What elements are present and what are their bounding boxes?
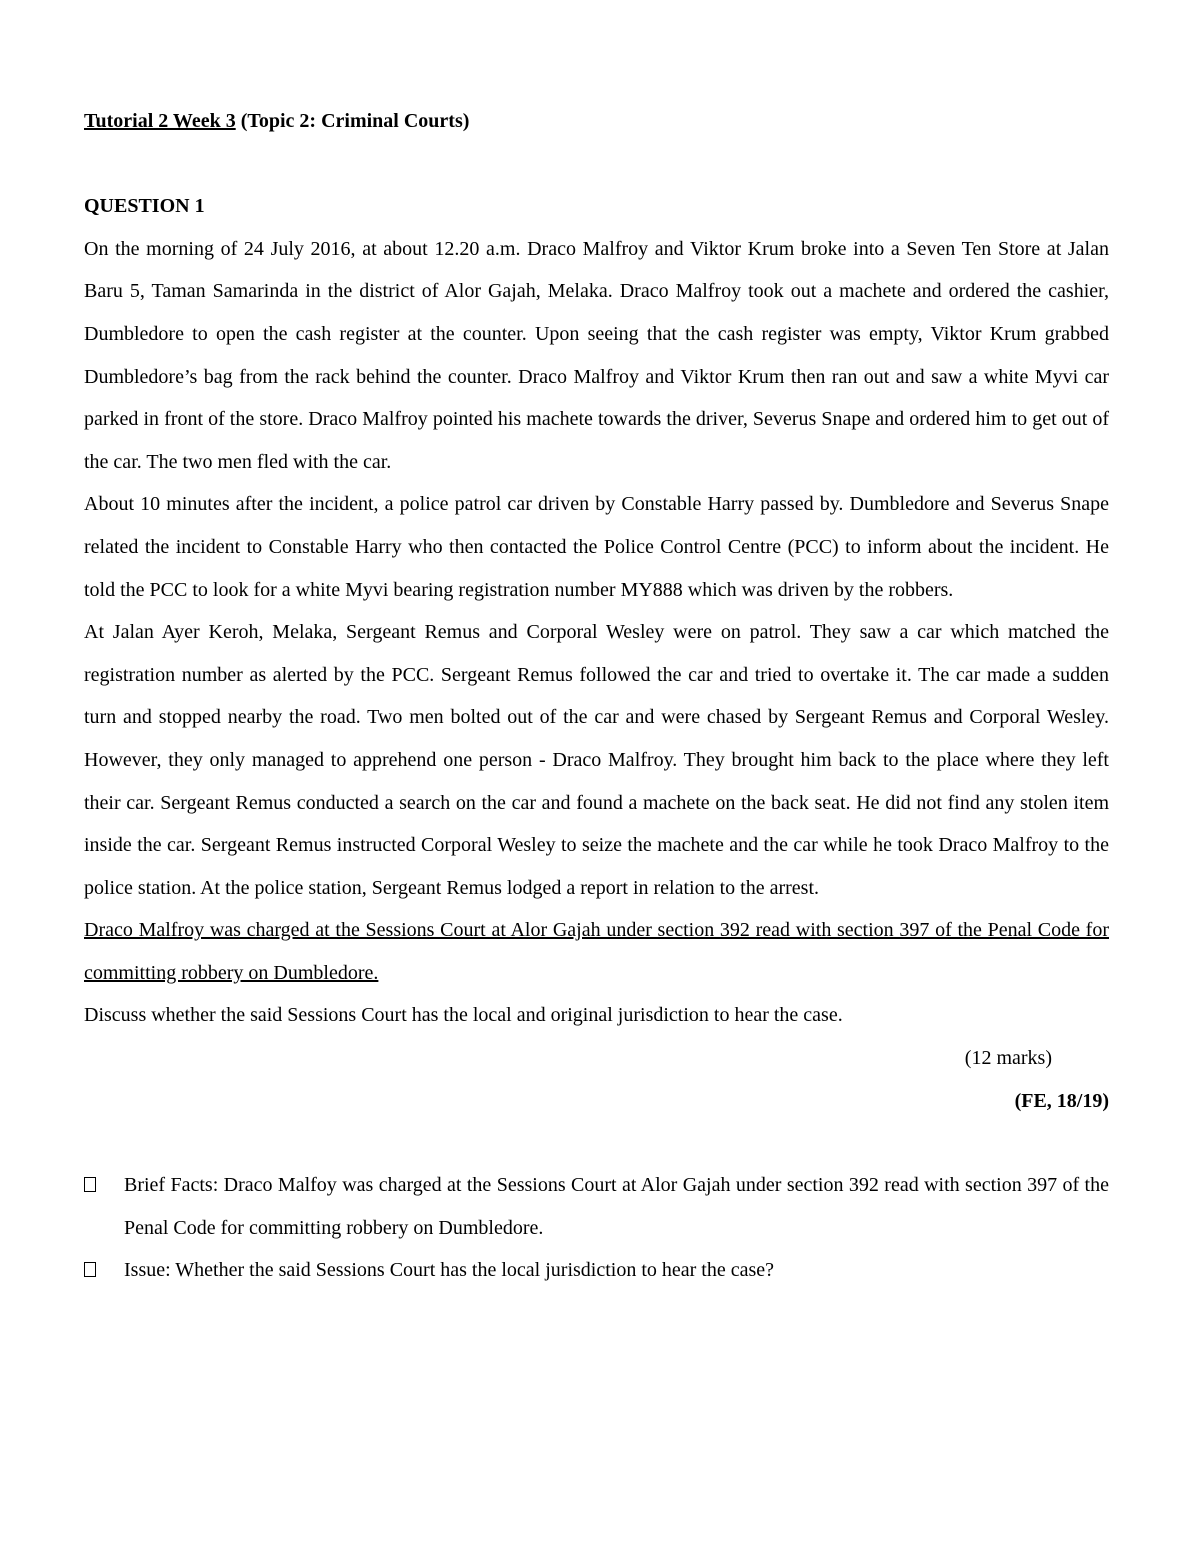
checkbox-bullet-icon — [84, 1262, 96, 1277]
bullet-issue — [84, 1249, 1109, 1292]
charge-statement: Draco Malfroy was charged at the Sessions Court at Alor Gajah under section 392 read with section 397 of the Penal Code for committing robbery on Dumbledore. — [84, 919, 1109, 984]
answer-bullets — [84, 1164, 1109, 1292]
question-paragraph-3: At Jalan Ayer Keroh, Melaka, Sergeant Remus and Corporal Wesley were on patrol. They saw a car which matched the registration number as alerted by the PCC. Sergeant Remus followed the car and tried to overtake it. The car made a sudden turn and stopped nearby the road. Two men bolted out of the car and were chased by Sergeant Remus and Corporal Wesley. However, they only managed to apprehend one person - Draco Malfroy. They brought him back to the place where they left their car. Sergeant Remus conducted a search on the car and found a machete on the back seat. He did not find any stolen item inside the car. Sergeant Remus instructed Corporal Wesley to seize the machete and the car while he took Draco Malfroy to the police station. At the police station, Sergeant Remus lodged a report in relation to the arrest. — [84, 621, 1109, 899]
marks-label: (12 marks) — [964, 1047, 1052, 1070]
question-heading: QUESTION 1 — [84, 195, 205, 218]
title-underlined: Tutorial 2 Week 3 — [84, 110, 236, 132]
question-paragraph-2: About 10 minutes after the incident, a police patrol car driven by Constable Harry passed by. Dumbledore and Severus Snape related the incident to Constable Harry who then contacted the Police Control Centre (PCC) to inform about the incident. He told the PCC to look for a white Myvi bearing registration number MY888 which was driven by the robbers. — [84, 493, 1109, 601]
question-task: Discuss whether the said Sessions Court has the local and original jurisdiction to hear the case. — [84, 1004, 843, 1027]
title-topic: (Topic 2: Criminal Courts) — [235, 110, 470, 132]
document-page — [84, 100, 1109, 1292]
tutorial-title — [84, 100, 1109, 143]
bullet-text: Brief Facts: Draco Malfoy was charged at the Sessions Court at Alor Gajah under section 392 read with section 397 of the Penal Code for committing robbery on Dumbledore. — [124, 1174, 1109, 1239]
bullet-brief-facts — [84, 1164, 1109, 1249]
spacer — [84, 143, 1109, 186]
question-paragraph-1: On the morning of 24 July 2016, at about 12.20 a.m. Draco Malfroy and Viktor Krum broke into a Seven Ten Store at Jalan Baru 5, Taman Samarinda in the district of Alor Gajah, Melaka. Draco Malfroy took out a machete and ordered the cashier, Dumbledore to open the cash register at the counter. Upon seeing that the cash register was empty, Viktor Krum grabbed Dumbledore’s bag from the rack behind the counter. Draco Malfroy and Viktor Krum then ran out and saw a white Myvi car parked in front of the store. Draco Malfroy pointed his machete towards the driver, Severus Snape and ordered him to get out of the car. The two men fled with the car. — [84, 237, 1109, 473]
checkbox-bullet-icon — [84, 1177, 96, 1192]
source-label: (FE, 18/19) — [1014, 1089, 1109, 1112]
bullet-text: Issue: Whether the said Sessions Court has the local jurisdiction to hear the case? — [124, 1259, 775, 1282]
